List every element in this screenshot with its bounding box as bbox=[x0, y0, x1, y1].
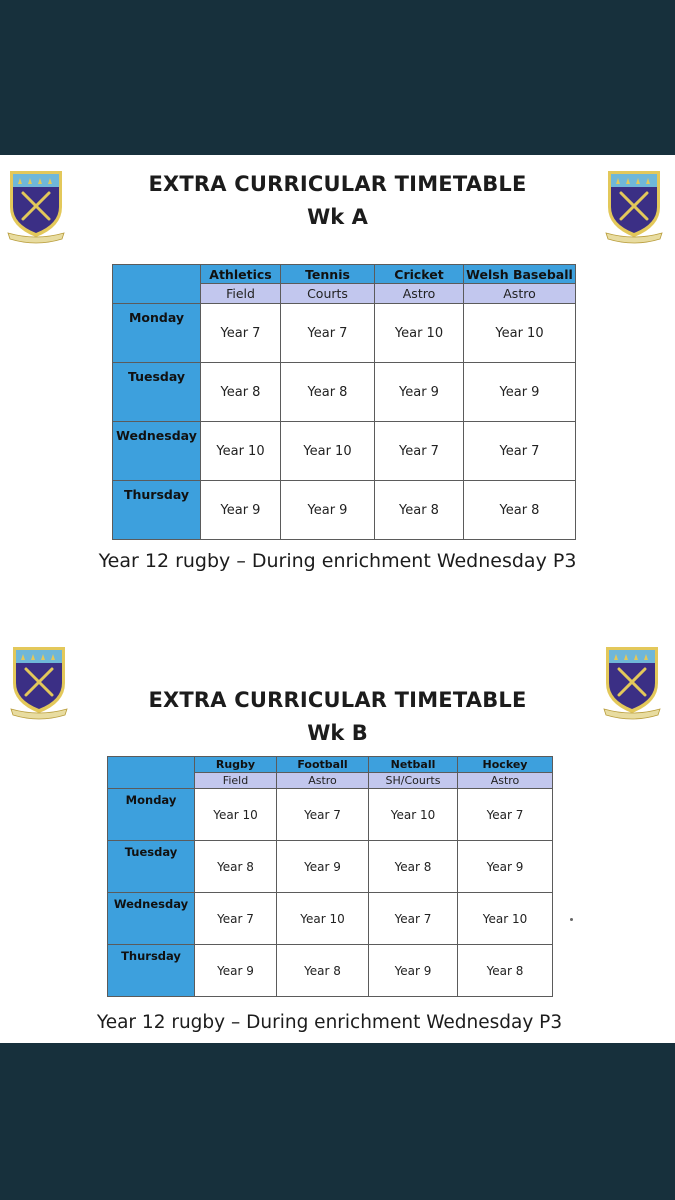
day-label: Wednesday bbox=[113, 422, 201, 481]
year-cell: Year 9 bbox=[201, 481, 281, 540]
venue-label: Courts bbox=[281, 284, 375, 304]
year-cell: Year 7 bbox=[464, 422, 576, 481]
header-corner bbox=[113, 265, 201, 304]
table-row bbox=[113, 363, 576, 422]
day-label: Monday bbox=[108, 789, 195, 841]
timetable-sheet bbox=[0, 155, 675, 1043]
day-label: Tuesday bbox=[113, 363, 201, 422]
table-row bbox=[113, 481, 576, 540]
year-cell: Year 7 bbox=[458, 789, 553, 841]
sport-header: Hockey bbox=[458, 757, 553, 773]
year-cell: Year 10 bbox=[369, 789, 458, 841]
table-row bbox=[108, 841, 553, 893]
year-cell: Year 8 bbox=[375, 481, 464, 540]
year-cell: Year 7 bbox=[281, 304, 375, 363]
rugby-note: Year 12 rugby – During enrichment Wednesday P3 bbox=[98, 550, 577, 572]
week-b-timetable bbox=[107, 756, 553, 997]
year-cell: Year 8 bbox=[201, 363, 281, 422]
year-cell: Year 9 bbox=[195, 945, 277, 997]
week-label: Wk A bbox=[307, 205, 368, 229]
sport-header: Tennis bbox=[281, 265, 375, 284]
year-cell: Year 10 bbox=[281, 422, 375, 481]
sport-header: Welsh Baseball bbox=[464, 265, 576, 284]
year-cell: Year 7 bbox=[375, 422, 464, 481]
year-cell: Year 7 bbox=[201, 304, 281, 363]
day-label: Thursday bbox=[108, 945, 195, 997]
year-cell: Year 7 bbox=[277, 789, 369, 841]
timetable-title: EXTRA CURRICULAR TIMETABLE bbox=[148, 688, 527, 712]
year-cell: Year 8 bbox=[195, 841, 277, 893]
venue-label: Astro bbox=[458, 773, 553, 789]
year-cell: Year 10 bbox=[458, 893, 553, 945]
sport-header-row bbox=[113, 265, 576, 284]
table-row bbox=[113, 304, 576, 363]
venue-label: Field bbox=[195, 773, 277, 789]
year-cell: Year 8 bbox=[277, 945, 369, 997]
sport-header: Rugby bbox=[195, 757, 277, 773]
header-corner bbox=[108, 757, 195, 789]
year-cell: Year 10 bbox=[195, 789, 277, 841]
table-row bbox=[108, 789, 553, 841]
stray-mark bbox=[570, 918, 573, 921]
sport-header: Athletics bbox=[201, 265, 281, 284]
rugby-note: Year 12 rugby – During enrichment Wednesday P3 bbox=[96, 1012, 563, 1033]
sport-header-row bbox=[108, 757, 553, 773]
day-label: Thursday bbox=[113, 481, 201, 540]
year-cell: Year 9 bbox=[277, 841, 369, 893]
week-b-section bbox=[0, 633, 675, 1043]
venue-label: Astro bbox=[277, 773, 369, 789]
table-row bbox=[113, 422, 576, 481]
sport-header: Cricket bbox=[375, 265, 464, 284]
year-cell: Year 9 bbox=[464, 363, 576, 422]
venue-label: Field bbox=[201, 284, 281, 304]
year-cell: Year 9 bbox=[281, 481, 375, 540]
year-cell: Year 7 bbox=[369, 893, 458, 945]
year-cell: Year 9 bbox=[458, 841, 553, 893]
week-a-section bbox=[0, 155, 675, 595]
year-cell: Year 9 bbox=[375, 363, 464, 422]
table-row bbox=[108, 945, 553, 997]
year-cell: Year 8 bbox=[281, 363, 375, 422]
table-row bbox=[108, 893, 553, 945]
year-cell: Year 7 bbox=[195, 893, 277, 945]
week-a-timetable bbox=[112, 264, 576, 540]
sport-header: Football bbox=[277, 757, 369, 773]
timetable-title: EXTRA CURRICULAR TIMETABLE bbox=[148, 172, 527, 196]
week-label: Wk B bbox=[307, 721, 368, 745]
year-cell: Year 10 bbox=[464, 304, 576, 363]
year-cell: Year 8 bbox=[369, 841, 458, 893]
day-label: Wednesday bbox=[108, 893, 195, 945]
venue-label: Astro bbox=[375, 284, 464, 304]
venue-label: Astro bbox=[464, 284, 576, 304]
year-cell: Year 10 bbox=[277, 893, 369, 945]
year-cell: Year 10 bbox=[375, 304, 464, 363]
sport-header: Netball bbox=[369, 757, 458, 773]
year-cell: Year 10 bbox=[201, 422, 281, 481]
year-cell: Year 8 bbox=[464, 481, 576, 540]
venue-label: SH/Courts bbox=[369, 773, 458, 789]
year-cell: Year 9 bbox=[369, 945, 458, 997]
year-cell: Year 8 bbox=[458, 945, 553, 997]
day-label: Monday bbox=[113, 304, 201, 363]
day-label: Tuesday bbox=[108, 841, 195, 893]
